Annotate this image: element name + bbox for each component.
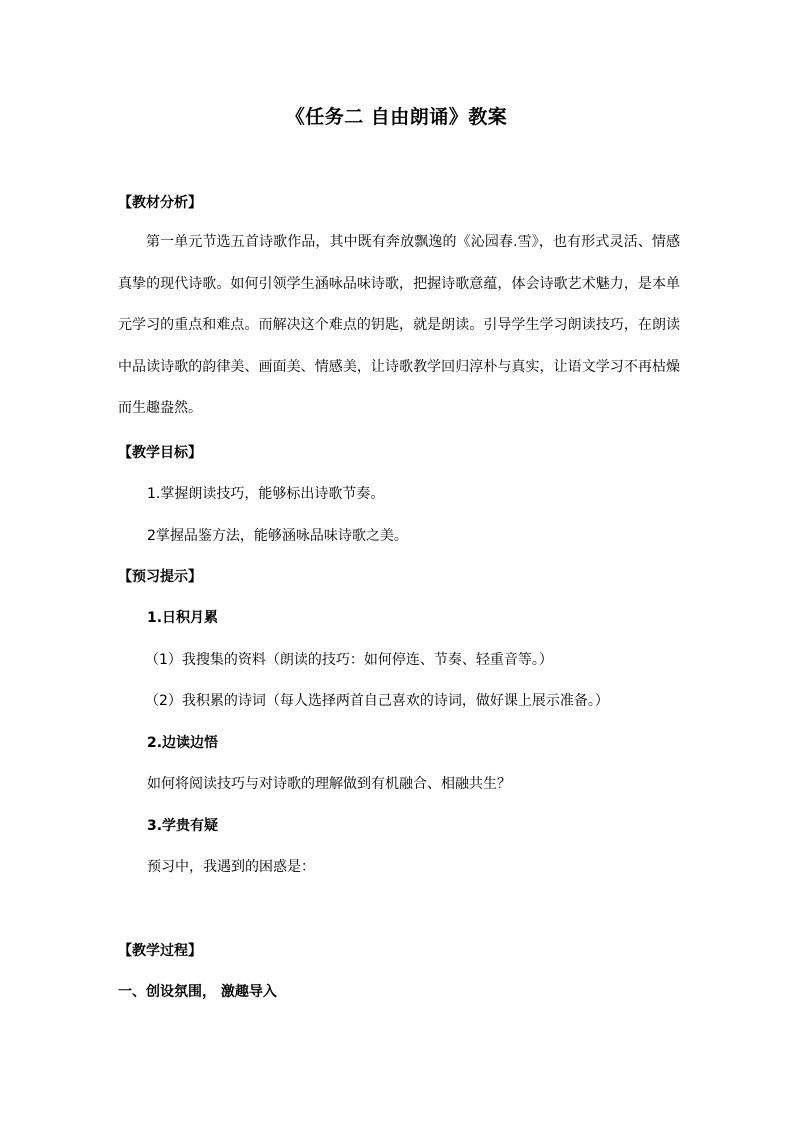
analysis-paragraph: 第一单元节选五首诗歌作品，其中既有奔放飘逸的《沁园春.雪》，也有形式灵活、情感真挚的现代诗歌。如何引领学生涵咏品味诗歌，把握诗歌意蕴，体会诗歌艺术魅力，是本单元学习的重点和难点。而解决这个难点的钥匙，就是朗读。引导学生学习朗读技巧，在朗读中品读诗歌的韵律美、画面美、情感美，让诗歌教学回归淳朴与真实，让语文学习不再枯燥而生趣盎然。: [118, 234, 680, 416]
process-step-1: 一、创设氛围， 激趣导入: [118, 984, 277, 1000]
section-heading-goals: 【教学目标】: [118, 445, 202, 461]
goal-item: 2掌握品鉴方法，能够涵咏品味诗歌之美。: [147, 528, 408, 544]
preview-part3-title: 3.学贵有疑: [147, 818, 219, 834]
section-heading-process: 【教学过程】: [118, 943, 202, 959]
section-heading-analysis: 【教材分析】: [118, 195, 202, 211]
preview-part1-item: （1）我搜集的资料（朗读的技巧：如何停连、节奏、轻重音等。）: [145, 652, 553, 668]
preview-part3-text: 预习中，我遇到的困惑是：: [147, 859, 315, 875]
section-heading-preview: 【预习提示】: [118, 569, 202, 585]
document-title: 《任务二 自由朗诵》教案: [285, 106, 508, 128]
goal-item: 1.掌握朗读技巧，能够标出诗歌节奏。: [147, 486, 385, 502]
preview-part2-title: 2.边读边悟: [147, 735, 219, 751]
preview-part2-text: 如何将阅读技巧与对诗歌的理解做到有机融合、相融共生？: [147, 776, 511, 792]
preview-part1-title: 1.日积月累: [147, 610, 219, 626]
preview-part1-item: （2）我积累的诗词（每人选择两首自己喜欢的诗词，做好课上展示准备。）: [145, 693, 609, 709]
